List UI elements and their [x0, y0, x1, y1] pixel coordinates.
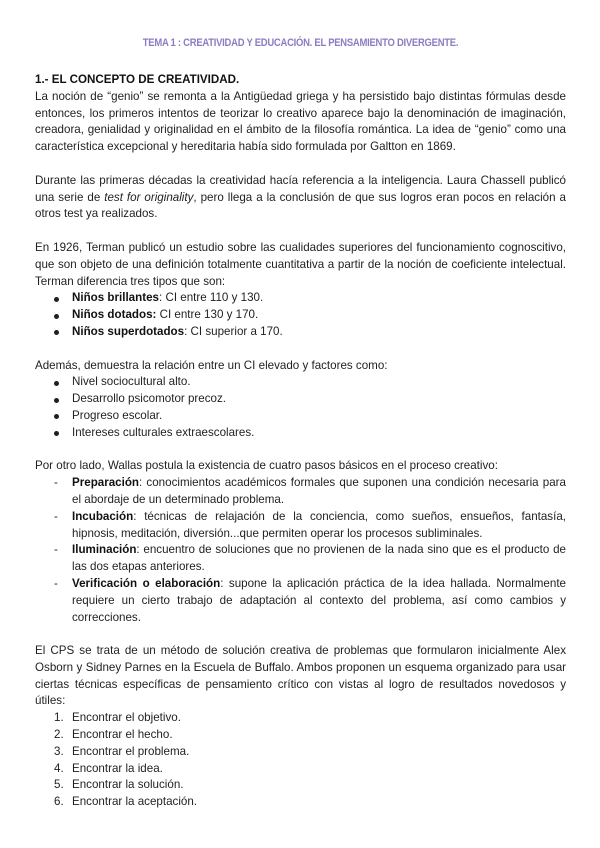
list-item: [35, 727, 566, 744]
list-number: 4.: [54, 761, 64, 775]
paragraph-chassell-before: Durante las primeras décadas la creatividad hacía referencia a la inteligencia. Laura Chassell publicó una serie de: [35, 173, 566, 204]
list-item-term: Iluminación: [72, 543, 137, 557]
list-item: [35, 794, 566, 811]
list-item: [35, 777, 566, 794]
bullet-icon: [54, 330, 59, 335]
list-item: [35, 576, 566, 626]
list-item-term: Niños dotados:: [72, 308, 157, 322]
paragraph-wallas: Por otro lado, Wallas postula la existencia de cuatro pasos básicos en el proceso creativo:: [35, 459, 498, 473]
paragraph-chassell: [35, 173, 566, 223]
dash-icon: -: [54, 576, 58, 590]
document-title: TEMA 1 : CREATIVIDAD Y EDUCACIÓN. EL PENSAMIENTO DIVERGENTE.: [142, 37, 459, 49]
list-item-desc: CI entre 110 y 130.: [162, 291, 264, 305]
section-heading: 1.- EL CONCEPTO DE CREATIVIDAD.: [35, 73, 240, 86]
list-item-desc: : supone la aplicación práctica de la idea hallada. Normalmente requiere un cierto trabajo de adaptación al contexto del problema, así como cambios y correcciones.: [72, 576, 566, 624]
list-item: [35, 710, 566, 727]
list-item-text: Encontrar la aceptación.: [72, 795, 198, 809]
bullet-icon: [54, 314, 59, 319]
wallas-steps-list: [35, 475, 566, 626]
list-item: [35, 509, 566, 543]
list-item-desc: CI entre 130 y 170.: [156, 308, 259, 322]
list-item-term: Verificación o elaboración: [72, 576, 221, 590]
list-item-term: Incubación: [72, 509, 134, 523]
list-item-text: Progreso escolar.: [72, 408, 163, 422]
list-item-text: Encontrar la idea.: [72, 761, 163, 775]
list-item: [35, 324, 566, 341]
list-item-desc: : técnicas de relajación de la conciencia, como sueños, ensueños, fantasía, hipnosis, meditación, diversión...que permiten operar los procesos subliminales.: [72, 509, 566, 540]
list-item-term: Niños superdotados: [72, 324, 185, 338]
paragraph-genio: La noción de “genio” se remonta a la Antigüedad griega y ha persistido bajo distintas fórmulas desde entonces, los primeros intentos de teorizar lo creativo aparece bajo la denominación de imaginación, creadora, genialidad y originalidad en el ámbito de la filosofía romántica. La idea de “genio” como una característica excepcional y hereditaria había sido formulada por Galtton en 1869.: [35, 89, 566, 154]
list-number: 5.: [54, 778, 64, 792]
document-page: [35, 36, 566, 828]
paragraph-chassell-after: , pero llega a la conclusión de que sus logros eran pocos en relación a otros test ya realizados.: [35, 190, 566, 221]
list-number: 2.: [54, 728, 64, 742]
paragraph-terman: En 1926, Terman publicó un estudio sobre las cualidades superiores del funcionamiento cognoscitivo, que son objeto de una definición totalmente cuantitativa a partir de la noción de coeficiente intelectual. Terman diferencia tres tipos que son:: [35, 240, 566, 288]
bullet-icon: [54, 414, 59, 419]
bullet-icon: [54, 398, 59, 403]
list-item-text: Encontrar el problema.: [72, 744, 190, 758]
list-item-text: Encontrar la solución.: [72, 778, 184, 792]
list-item-text: Desarrollo psicomotor precoz.: [72, 392, 226, 406]
factors-list: [35, 374, 566, 441]
list-item: [35, 542, 566, 576]
italic-test-for-originality: test for originality: [104, 190, 194, 204]
paragraph-cps: El CPS se trata de un método de solución creativa de problemas que formularon inicialmente Alex Osborn y Sidney Parnes en la Escuela de Buffalo. Ambos proponen un esquema organizado para usar ciertas técnicas específicas de pensamiento crítico con vistas al logro de resultados novedosos y útiles:: [35, 644, 566, 708]
list-number: 6.: [54, 795, 64, 809]
list-item: [35, 761, 566, 778]
dash-icon: -: [54, 543, 58, 557]
list-number: 3.: [54, 744, 64, 758]
cps-steps-list: [35, 710, 566, 811]
paragraph-factors: Además, demuestra la relación entre un CI elevado y factores como:: [35, 358, 388, 372]
list-item: [35, 744, 566, 761]
list-number: 1.: [54, 711, 64, 725]
list-item: [35, 425, 566, 442]
list-item-separator: :: [158, 291, 163, 305]
dash-icon: -: [54, 509, 58, 523]
list-item-desc: CI superior a 170.: [187, 324, 283, 338]
list-item: [35, 391, 566, 408]
bullet-icon: [54, 431, 59, 436]
list-item: [35, 408, 566, 425]
bullet-icon: [54, 297, 59, 302]
terman-types-list: [35, 290, 566, 340]
list-item: [35, 475, 566, 509]
list-item-text: Encontrar el hecho.: [72, 728, 173, 742]
list-item-term: Preparación: [72, 476, 140, 490]
list-item-text: Encontrar el objetivo.: [72, 711, 181, 725]
list-item: [35, 307, 566, 324]
list-item-term: Niños brillantes: [72, 291, 159, 305]
list-item: [35, 374, 566, 391]
list-item-text: Nivel sociocultural alto.: [72, 375, 191, 389]
list-item-desc: : conocimientos académicos formales que suponen una condición necesaria para el abordaje de un determinado problema.: [72, 476, 566, 506]
list-item-desc: : encuentro de soluciones que no provienen de la nada sino que es el producto de las dos etapas anteriores.: [72, 543, 566, 574]
list-item-text: Intereses culturales extraescolares.: [72, 425, 255, 439]
dash-icon: -: [54, 476, 58, 490]
list-item: [35, 290, 566, 307]
list-item-separator: :: [184, 324, 188, 338]
bullet-icon: [54, 381, 59, 386]
